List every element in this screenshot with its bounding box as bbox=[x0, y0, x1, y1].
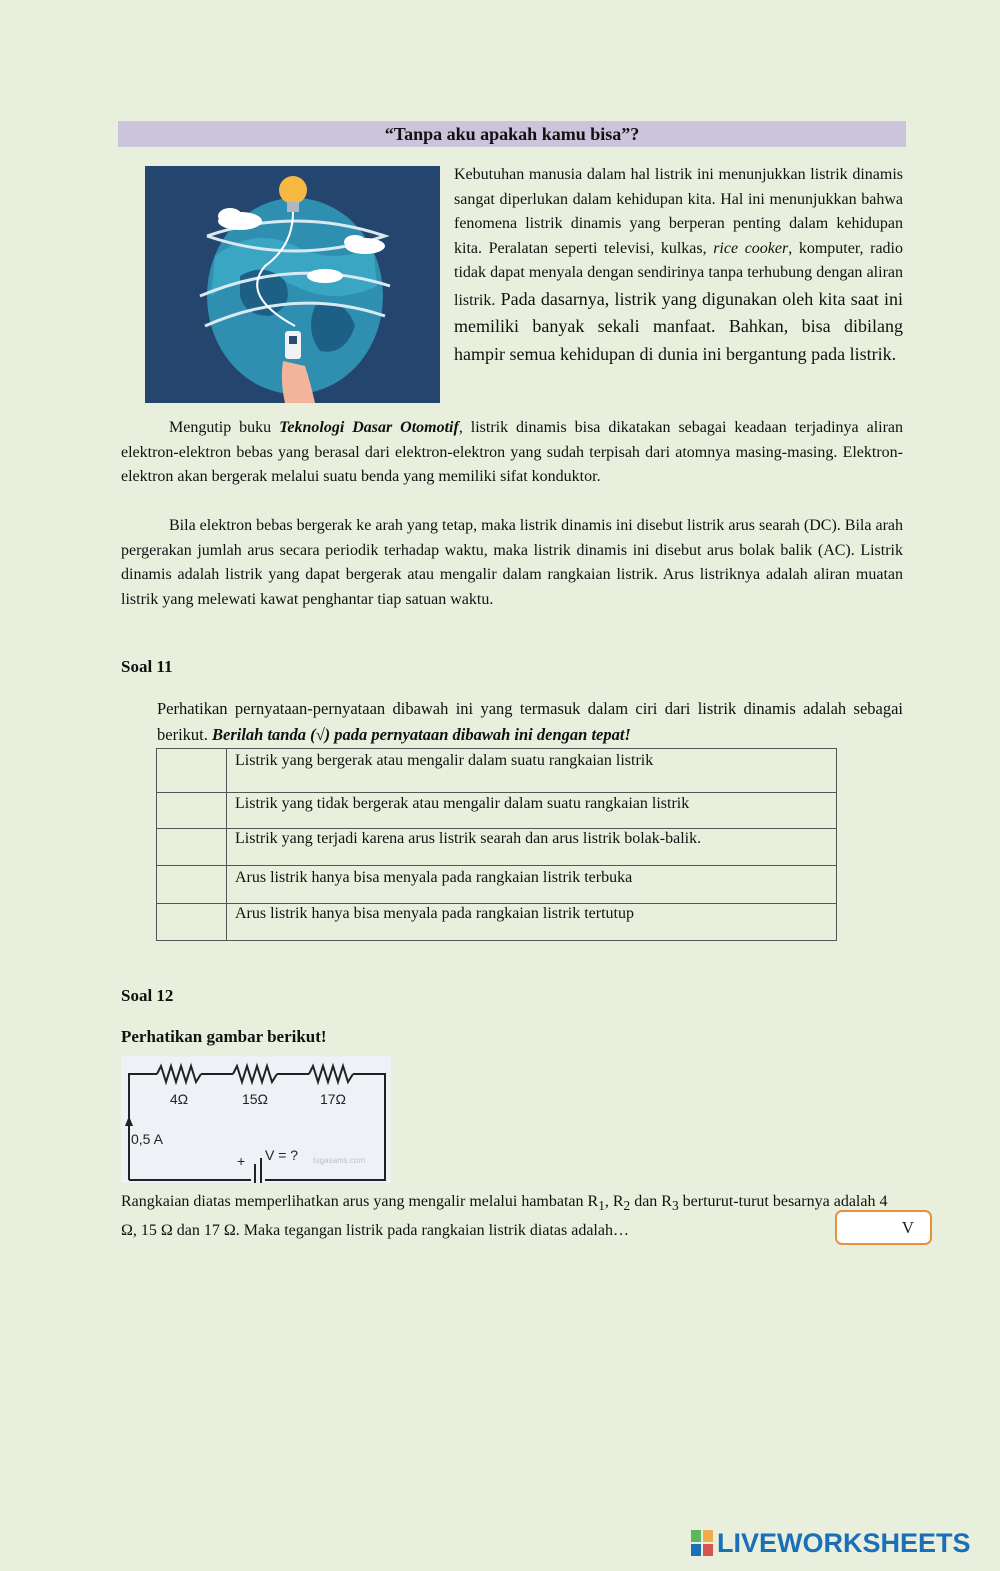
soal-12-heading: Soal 12 bbox=[121, 986, 174, 1005]
circuit-diagram bbox=[121, 1056, 391, 1183]
sub-1: 1 bbox=[598, 1198, 605, 1214]
statement-text: Arus listrik hanya bisa menyala pada rangkaian listrik tertutup bbox=[227, 904, 837, 941]
para2-text: Bila elektron bebas bergerak ke arah yang tetap, maka listrik dinamis ini disebut listrik arus searah (DC). Bila arah pergerakan jumlah arus secara periodik terhadap waktu, maka listrik dinamis ini disebut arus bolak balik (AC). Listrik dinamis adalah listrik yang dapat bergerak atau mengalir dalam rangkaian listrik. Arus listriknya adalah aliran muatan listrik yang melewati kawat penghantar tiap satuan waktu. bbox=[121, 517, 903, 608]
voltage-label: V = ? bbox=[265, 1147, 299, 1163]
q12-text-d: berturut-turut besarnya adalah 4 Ω, 15 Ω dan 17 Ω. Maka tegangan listrik pada rangkaian listrik diatas adalah… bbox=[121, 1193, 888, 1239]
table-row bbox=[157, 904, 837, 941]
watermark: tugasams.com bbox=[313, 1156, 366, 1165]
liveworksheets-logo-icon bbox=[691, 1530, 713, 1556]
table-row bbox=[157, 793, 837, 829]
check-box[interactable] bbox=[157, 866, 227, 904]
statement-text: Arus listrik hanya bisa menyala pada rangkaian listrik terbuka bbox=[227, 866, 837, 904]
q12-text-b: , R bbox=[604, 1193, 624, 1210]
q12-text-a: Rangkaian diatas memperlihatkan arus yang mengalir melalui hambatan R bbox=[121, 1193, 599, 1210]
statement-text: Listrik yang tidak bergerak atau mengalir dalam suatu rangkaian listrik bbox=[227, 793, 837, 829]
r2-label: 15Ω bbox=[241, 1091, 269, 1107]
check-box[interactable] bbox=[157, 793, 227, 829]
r1-label: 4Ω bbox=[169, 1091, 189, 1107]
check-box[interactable] bbox=[157, 829, 227, 866]
resistor-r1 bbox=[157, 1066, 201, 1082]
statement-text: Listrik yang bergerak atau mengalir dalam suatu rangkaian listrik bbox=[227, 749, 837, 793]
soal-11-question bbox=[157, 696, 903, 748]
sub-3: 3 bbox=[671, 1198, 679, 1214]
globe-lightbulb-illustration bbox=[145, 166, 440, 403]
r3-label: 17Ω bbox=[319, 1091, 347, 1107]
intro-text-part-2: , komputer, radio tidak dapat menyala dengan sendirinya tanpa terhubung dengan aliran listrik. bbox=[454, 239, 903, 309]
table-row bbox=[157, 749, 837, 793]
answer-input[interactable]: V bbox=[835, 1210, 932, 1245]
current-label: 0,5 A bbox=[131, 1131, 163, 1147]
para1-lead: Mengutip buku bbox=[169, 419, 272, 436]
intro-text bbox=[454, 163, 903, 368]
current-arrow-icon bbox=[125, 1116, 133, 1126]
para1-rest: , listrik dinamis bisa dikatakan sebagai keadaan terjadinya aliran elektron-elektron bebas yang berasal dari elektron-elektron yang sudah terpisah dari atomnya masing-masing. Elektron-elektron akan bergerak melalui suatu benda yang memiliki sifat konduktor. bbox=[121, 419, 904, 485]
q12-text-c: dan R bbox=[630, 1193, 672, 1210]
statement-text: Listrik yang terjadi karena arus listrik searah dan arus listrik bolak-balik. bbox=[227, 829, 837, 866]
soal-12-question bbox=[121, 1190, 903, 1243]
check-box[interactable] bbox=[157, 749, 227, 793]
paragraph-dc-ac bbox=[121, 514, 903, 612]
question-text: Perhatikan pernyataan-pernyataan dibawah ini yang termasuk dalam ciri dari listrik dinamis adalah sebagai berikut. bbox=[157, 699, 903, 744]
logo-text: LIVEWORKSHEETS bbox=[717, 1527, 971, 1558]
check-box[interactable] bbox=[157, 904, 227, 941]
globe-icon bbox=[145, 166, 440, 403]
statement-checklist bbox=[156, 748, 837, 941]
sub-2: 2 bbox=[623, 1198, 631, 1214]
intro-text-large: Pada dasarnya, listrik yang digunakan oleh kita saat ini memiliki banyak sekali manfaat. Bahkan, bisa dibilang hampir semua kehidupan di dunia ini bergantung pada listrik. bbox=[454, 288, 903, 364]
table-row bbox=[157, 866, 837, 904]
question-instruction: Berilah tanda (√) pada pernyataan dibawah ini dengan tepat! bbox=[212, 725, 631, 744]
book-title: Teknologi Dasar Otomotif bbox=[279, 419, 459, 436]
soal-12-subheading: Perhatikan gambar berikut! bbox=[121, 1027, 327, 1046]
resistor-r2 bbox=[233, 1066, 277, 1082]
table-row bbox=[157, 829, 837, 866]
resistor-r3 bbox=[309, 1066, 353, 1082]
worksheet-title: “Tanpa aku apakah kamu bisa”? bbox=[118, 121, 906, 147]
intro-text-part: Kebutuhan manusia dalam hal listrik ini menunjukkan listrik dinamis sangat diperlukan dalam kehidupan kita. Hal ini menunjukkan bahwa fenomena listrik dinamis yang berperan penting dalam kehidupan kita. Peralatan seperti televisi, kulkas, bbox=[454, 166, 903, 257]
soal-11-heading: Soal 11 bbox=[121, 657, 173, 676]
intro-italic-term: rice cooker bbox=[713, 239, 789, 257]
liveworksheets-logo bbox=[691, 1527, 971, 1559]
plus-label: + bbox=[237, 1153, 246, 1169]
paragraph-definition bbox=[121, 416, 903, 490]
